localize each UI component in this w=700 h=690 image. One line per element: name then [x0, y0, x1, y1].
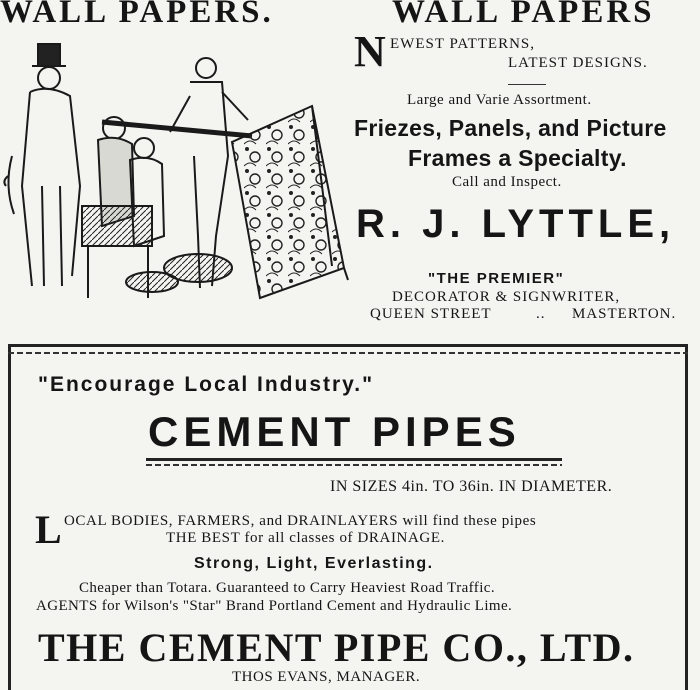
local-drop-cap: L — [35, 507, 62, 552]
title-underline-dash — [146, 464, 562, 466]
newest-drop-cap: N — [354, 27, 386, 76]
strong-light-everlasting: Strong, Light, Everlasting. — [194, 555, 434, 572]
address-town: MASTERTON. — [572, 306, 677, 322]
cement-pipes-title: CEMENT PIPES — [148, 408, 521, 455]
top-decorative-rule — [8, 352, 688, 354]
agents-line: AGENTS for Wilson's "Star" Brand Portland Cement and Hydraulic Lime. — [36, 598, 513, 614]
decorator-signwriter: DECORATOR & SIGNWRITER, — [392, 289, 621, 305]
frames-text: Frames a Specialty. — [408, 145, 627, 171]
drainage-line: THE BEST for all classes of DRAINAGE. — [166, 530, 445, 546]
manager-line: THOS EVANS, MANAGER. — [232, 669, 421, 685]
slogan: "Encourage Local Industry." — [38, 373, 375, 396]
cheaper-line: Cheaper than Totara. Guaranteed to Carry Heaviest Road Traffic. — [79, 580, 495, 596]
address-separator: .. — [536, 306, 546, 322]
the-premier: "THE PREMIER" — [428, 270, 565, 287]
newest-patterns: EWEST PATTERNS, — [390, 36, 536, 52]
address-street: QUEEN STREET — [370, 306, 492, 322]
sizes-text: IN SIZES 4in. TO 36in. IN DIAMETER. — [330, 478, 613, 495]
divider — [508, 84, 546, 85]
title-underline — [146, 458, 562, 461]
local-bodies-line: OCAL BODIES, FARMERS, and DRAINLAYERS will find these pipes — [64, 513, 537, 529]
decorators-illustration — [2, 36, 354, 306]
company-name: THE CEMENT PIPE CO., LTD. — [38, 625, 635, 670]
header-wall-papers-left: WALL PAPERS. — [0, 0, 274, 30]
friezes-text: Friezes, Panels, and Picture — [354, 115, 667, 141]
call-inspect: Call and Inspect. — [452, 174, 562, 190]
assortment-text: Large and Varie Assortment. — [407, 92, 592, 108]
header-wall-papers-right: WALL PAPERS — [392, 0, 655, 30]
lyttle-name: R. J. LYTTLE, — [356, 202, 676, 246]
latest-designs: LATEST DESIGNS. — [508, 55, 648, 71]
